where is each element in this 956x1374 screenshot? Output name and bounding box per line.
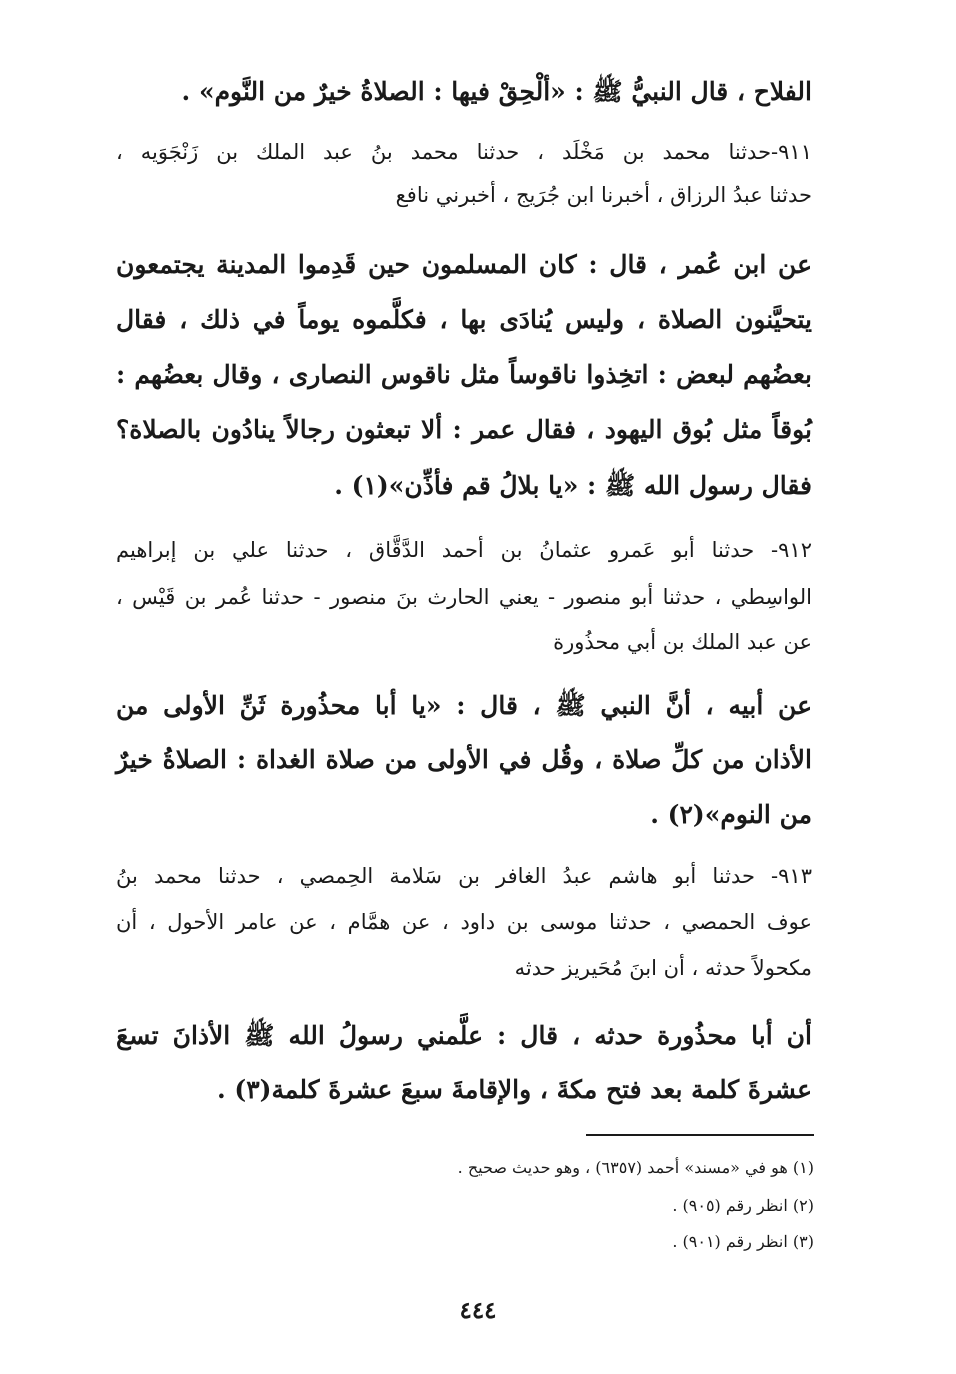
- isnad-line: الواسِطي ، حدثنا أبو منصور - يعني الحارث بنَ منصور - حدثنا عُمر بن قَيْس ،: [116, 585, 812, 609]
- matn-line: يتحيَّنون الصلاة ، وليس يُنادَى بها ، فكلَّموه يوماً في ذلك ، فقال: [116, 305, 812, 334]
- text-line: الفلاح ، قال النبيُّ ﷺ : «ألْحِقْ فيها : الصلاةُ خيرٌ من النَّوم» .: [181, 77, 812, 106]
- page-number: ٤٤٤: [459, 1297, 497, 1324]
- footnote: (٣) انظر رقم (٩٠١) .: [672, 1232, 814, 1251]
- matn-line: عشرةَ كلمة بعد فتح مكةَ ، والإقامةَ سبعَ عشرةَ كلمة(٣) .: [216, 1075, 812, 1104]
- isnad-line: عوف الحمصي ، حدثنا موسى بن داود ، عن همَّام ، عن عامر الأحول ، أن: [116, 910, 812, 934]
- matn-line: فقال رسول الله ﷺ : «يا بلالُ قم فأذِّن»(١) .: [334, 471, 812, 500]
- isnad-line: مكحولاً حدثه ، أن ابنَ مُحَيريز حدثه: [514, 956, 812, 980]
- footnote: (١) هو في «مسند» أحمد (٦٣٥٧) ، وهو حديث صحيح .: [457, 1158, 814, 1177]
- isnad-line: ٩١١-حدثنا محمد بن مَخْلَد ، حدثنا محمد بنُ عبد الملك بن زَنْجَوَيه ،: [116, 140, 812, 164]
- matn-line: بعضُهم لبعض : اتخِذوا ناقوساً مثل ناقوس النصارى ، وقال بعضُهم :: [116, 360, 812, 389]
- matn-line: عن أبيه ، أنَّ النبي ﷺ ، قال : «يا أبا محذُورة ثَنِّ الأولى من: [116, 691, 812, 720]
- matn-line: الأذان من كلِّ صلاة ، وقُل في الأولى من صلاة الغداة : الصلاةُ خيرٌ: [116, 745, 812, 774]
- matn-line: بُوقاً مثل بُوق اليهود ، فقال عمر : ألا تبعثون رجالاً ينادُون بالصلاة؟: [116, 415, 812, 444]
- isnad-line: عن عبد الملك بن أبي محذُورة: [553, 630, 812, 654]
- matn-line: أن أبا محذُورة حدثه ، قال : علَّمني رسولُ الله ﷺ الأذانَ تسعَ: [116, 1021, 812, 1050]
- isnad-line: ٩١٢- حدثنا أبو عَمرو عثمانُ بن أحمد الدَّقَّاق ، حدثنا علي بن إبراهيم: [116, 538, 812, 562]
- matn-line: عن ابن عُمر ، قال : كان المسلمون حين قَدِموا المدينة يجتمعون: [116, 250, 812, 279]
- isnad-line: حدثنا عبدُ الرزاق ، أخبرنا ابن جُرَيج ، أخبرني نافع: [395, 183, 812, 207]
- footnote: (٢) انظر رقم (٩٠٥) .: [672, 1196, 814, 1215]
- footnote-separator: [586, 1134, 814, 1136]
- isnad-line: ٩١٣- حدثنا أبو هاشم عبدُ الغافر بن سَلامة الحِمصي ، حدثنا محمد بنُ: [116, 864, 812, 888]
- matn-line: من النوم»(٢) .: [650, 800, 812, 829]
